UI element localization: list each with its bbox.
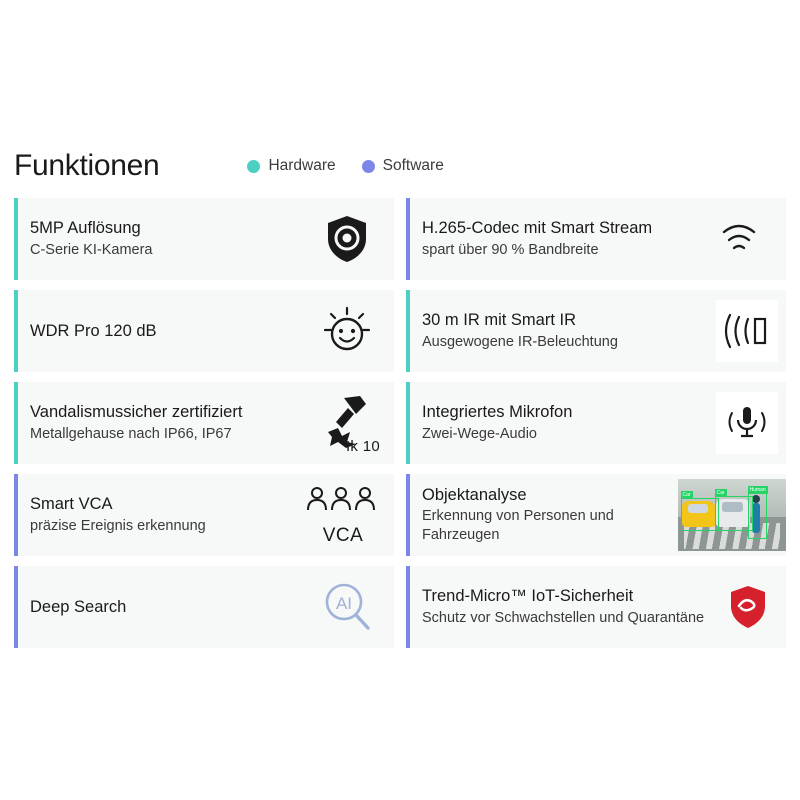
card-text [422,485,678,545]
card-title: 30 m IR mit Smart IR [422,311,577,330]
feature-card-integriertes-mikrofon [406,382,786,464]
card-subtitle: C-Serie KI-Kamera [30,241,153,258]
feature-card-trend-micro [406,566,786,648]
card-text [30,597,308,618]
card-text [422,218,700,259]
ir-illumination-icon [716,300,778,362]
legend-label-hardware: Hardware [268,157,336,174]
card-text [422,402,716,443]
card-title: WDR Pro 120 dB [30,321,157,340]
sun-face-icon [308,295,386,367]
feature-card-5mp-aufloesung [14,198,394,280]
feature-card-30m-ir [406,290,786,372]
hardware-dot-icon [247,160,260,173]
photo-label-human: Human [749,487,766,493]
legend-item-software [362,157,444,175]
card-subtitle: spart über 90 % Bandbreite [422,241,599,258]
street-detection-photo [678,479,786,551]
vca-badge: VCA [322,525,364,546]
stream-waves-icon [700,203,778,275]
card-subtitle: Ausgewogene IR-Beleuchtung [422,333,618,350]
feature-card-wdr-pro [14,290,394,372]
card-title: Trend-Micro™ IoT-Sicherheit [422,587,634,606]
card-title: Objektanalyse [422,485,527,504]
card-title: Vandalismussicher zertifiziert [30,403,243,422]
card-text [422,310,716,351]
card-text [30,218,308,259]
feature-card-h265-codec [406,198,786,280]
card-text [422,586,718,627]
legend-label-software: Software [382,157,444,174]
feature-card-deep-search [14,566,394,648]
legend-item-hardware [247,157,335,175]
microphone-icon [716,392,778,454]
feature-card-objektanalyse [406,474,786,556]
card-title: H.265-Codec mit Smart Stream [422,219,653,238]
photo-label-car-2: Car [716,490,725,496]
card-subtitle: präzise Ereignis erkennung [30,517,206,534]
card-text [30,402,308,443]
trend-micro-shield-icon [718,571,778,643]
feature-card-smart-vca [14,474,394,556]
card-title: Smart VCA [30,495,113,514]
shield-camera-icon [308,203,386,275]
card-text [30,494,300,535]
page-header [14,140,786,192]
card-subtitle: Metallgehause nach IP66, IP67 [30,425,232,442]
card-subtitle: Erkennung von Personen und Fahrzeugen [422,508,614,544]
software-dot-icon [362,160,375,173]
legend [247,157,443,175]
svg-text:AI: AI [335,594,353,613]
feature-card-vandalismussicher [14,382,394,464]
photo-label-car-1: Car [682,492,691,498]
feature-grid [14,198,786,648]
card-subtitle: Schutz vor Schwachstellen und Quarantäne [422,609,705,626]
ik10-badge: Ik 10 [345,438,380,455]
card-title: Deep Search [30,597,127,616]
ai-magnifier-icon [308,571,386,643]
people-group-icon [300,479,386,551]
card-text [30,321,308,342]
hammer-impact-icon [308,387,386,459]
card-title: Integriertes Mikrofon [422,403,573,422]
card-subtitle: Zwei-Wege-Audio [422,425,537,442]
page-title: Funktionen [14,149,160,182]
card-title: 5MP Auflösung [30,219,141,238]
